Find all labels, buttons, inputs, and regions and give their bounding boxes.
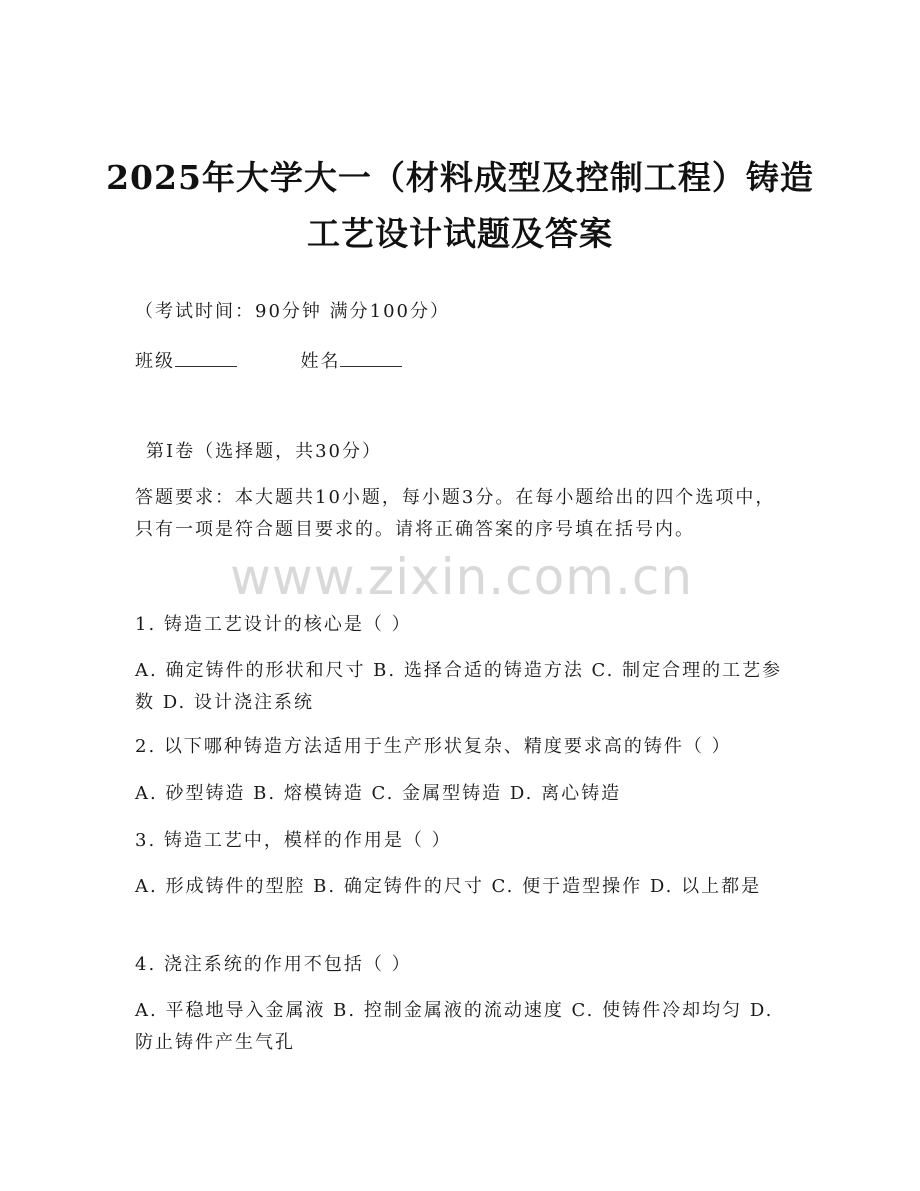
question-1-stem: 1. 铸造工艺设计的核心是（ ） xyxy=(135,614,412,635)
student-info-row xyxy=(135,346,785,378)
question-3-stem: 3. 铸造工艺中，模样的作用是（ ） xyxy=(135,830,452,851)
question-4-options: A. 平稳地导入金属液 B. 控制金属液的流动速度 C. 使铸件冷却均匀 D. 防止铸件产生气孔 xyxy=(135,1000,774,1053)
question-4-stem: 4. 浇注系统的作用不包括（ ） xyxy=(135,954,412,975)
class-label: 班级 xyxy=(135,351,175,372)
question-2-stem: 2. 以下哪种铸造方法适用于生产形状复杂、精度要求高的铸件（ ） xyxy=(135,736,732,757)
class-blank[interactable] xyxy=(175,348,237,367)
question-3-options: A. 形成铸件的型腔 B. 确定铸件的尺寸 C. 便于造型操作 D. 以上都是 xyxy=(135,876,762,897)
name-label: 姓名 xyxy=(300,351,341,372)
watermark: www.zixin.com.cn xyxy=(230,548,694,606)
name-blank[interactable] xyxy=(340,348,402,367)
question-1-options: A. 确定铸件的形状和尺寸 B. 选择合适的铸造方法 C. 制定合理的工艺参数 D. 设计浇注系统 xyxy=(135,660,783,713)
exam-info: （考试时间：90分钟 满分100分） xyxy=(135,301,450,322)
instructions: 答题要求：本大题共10小题，每小题3分。在每小题给出的四个选项中，只有一项是符合题目要求的。请将正确答案的序号填在括号内。 xyxy=(135,487,776,540)
section-heading: 第I卷（选择题，共30分） xyxy=(146,441,383,462)
document-title: 2025年大学大一（材料成型及控制工程）铸造工艺设计试题及答案 xyxy=(106,158,814,253)
question-2-options: A. 砂型铸造 B. 熔模铸造 C. 金属型铸造 D. 离心铸造 xyxy=(135,783,622,804)
